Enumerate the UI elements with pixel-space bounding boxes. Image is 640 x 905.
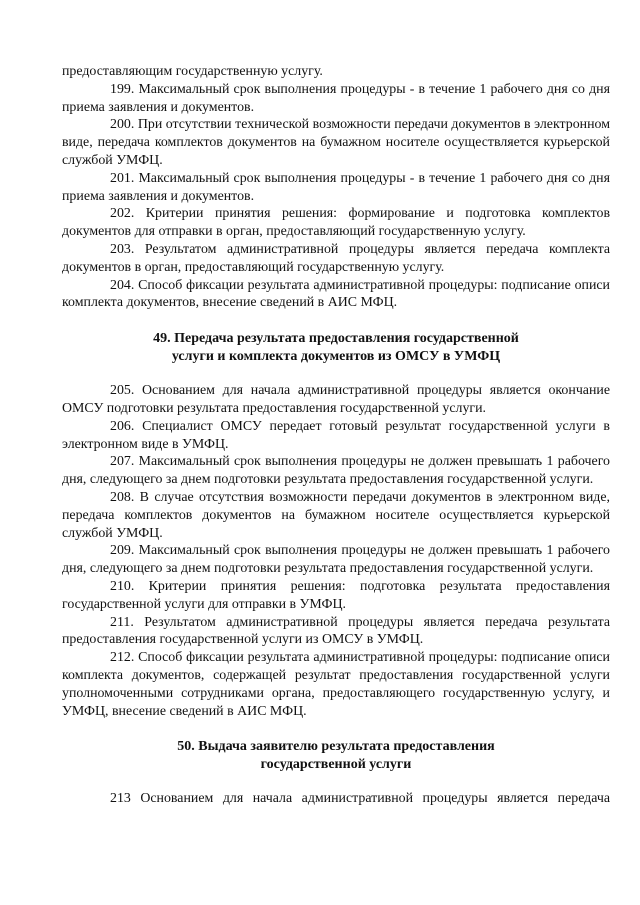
- section-heading-50: [62, 738, 610, 773]
- paragraph-211: 211. Результатом административной процедуры является передача результата предоставления государственной услуги из ОМСУ в УМФЦ.: [62, 614, 610, 648]
- paragraph-201: 201. Максимальный срок выполнения процедуры - в течение 1 рабочего дня со дня приема заявления и документов.: [62, 170, 610, 204]
- paragraph-207: 207. Максимальный срок выполнения процедуры не должен превышать 1 рабочего дня, следующего за днем подготовки результата предоставления государственной услуги.: [62, 454, 610, 488]
- section-heading-50-line1: 50. Выдача заявителю результата предоставления: [177, 739, 495, 755]
- section-heading-49: [62, 330, 610, 365]
- paragraph-202: 202. Критерии принятия решения: формирование и подготовка комплектов документов для отправки в орган, предоставляющий государственную услугу.: [62, 206, 610, 240]
- document-page: [62, 63, 610, 808]
- paragraph-200: 200. При отсутствии технической возможности передачи документов в электронном виде, передача комплектов документов на бумажном носителе осуществляется курьерской службой УМФЦ.: [62, 117, 610, 168]
- paragraph-213: 213 Основанием для начала административной процедуры является передача: [110, 791, 610, 807]
- paragraph-199: 199. Максимальный срок выполнения процедуры - в течение 1 рабочего дня со дня приема заявления и документов.: [62, 81, 610, 115]
- paragraph-203: 203. Результатом административной процедуры является передача комплекта документов в орган, предоставляющий государственную услугу.: [62, 241, 610, 275]
- paragraph-209: 209. Максимальный срок выполнения процедуры не должен превышать 1 рабочего дня, следующего за днем подготовки результата предоставления государственной услуги.: [62, 543, 610, 577]
- paragraph-208: 208. В случае отсутствия возможности передачи документов в электронном виде, передача комплектов документов на бумажном носителе осуществляется курьерской службой УМФЦ.: [62, 489, 610, 541]
- paragraph-continuation: предоставляющим государственную услугу.: [62, 64, 323, 79]
- section-heading-50-line2: государственной услуги: [260, 756, 412, 772]
- paragraph-204: 204. Способ фиксации результата административной процедуры: подписание описи комплекта документов, внесение сведений в АИС МФЦ.: [62, 277, 610, 311]
- paragraph-205: 205. Основанием для начала административной процедуры является окончание ОМСУ подготовки результата предоставления государственной услуги.: [62, 383, 610, 416]
- section-heading-49-line1: 49. Передача результата предоставления государственной: [153, 331, 519, 347]
- paragraph-210: 210. Критерии принятия решения: подготовка результата предоставления государственной услуги для отправки в УМФЦ.: [62, 578, 610, 612]
- paragraph-212: 212. Способ фиксации результата административной процедуры: подписание описи комплекта документов, содержащей результат предоставления государственной услуги уполномоченными сотрудниками органа, предоставляющего государственную услугу, и УМФЦ, внесение сведений в АИС МФЦ.: [62, 650, 610, 719]
- paragraph-206: 206. Специалист ОМСУ передает готовый результат государственной услуги в электронном виде в УМФЦ.: [62, 418, 610, 452]
- section-heading-49-line2: услуги и комплекта документов из ОМСУ в УМФЦ: [171, 348, 501, 364]
